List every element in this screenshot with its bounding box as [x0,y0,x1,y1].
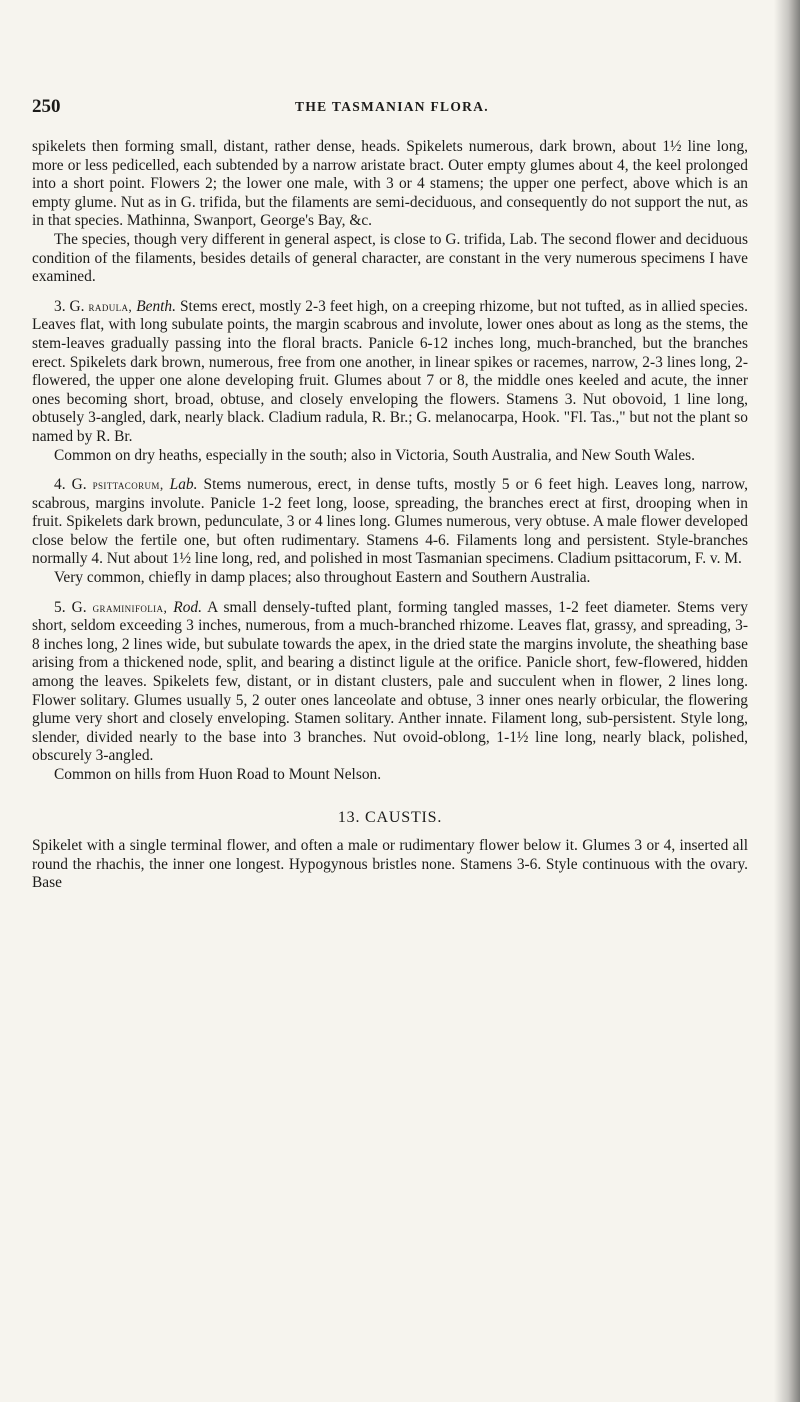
species-name: graminifolia, [92,599,168,615]
species-description: Stems erect, mostly 2-3 feet high, on a creeping rhizome, but not tufted, as in allied species. Leaves flat, with long subulate points, the margin scabrous and involute, lower ones about as long as the stems, the stem-leaves gradually passing into the floral bracts. Panicle 6-12 inches long, much-branched, but the branches erect. Spikelets dark brown, numerous, free from one another, in linear spikes or racemes, narrow, 2-3 lines long, 2-flowered, the upper one alone developing fruit. Glumes about 7 or 8, the middle ones keeled and acute, the inner ones becoming short, broad, obtuse, and closely enveloping the flowers. Stamens 3. Nut obovoid, 1 line long, obtusely 3-angled, dark, nearly black. Cladium radula, R. Br.; G. melanocarpa, Hook. "Fl. Tas.," but not the plant so named by R. Br. [32,297,749,445]
species-number: 5. G. [54,598,93,616]
page-number: 250 [32,96,61,117]
species-description: Stems numerous, erect, in dense tufts, mostly 5 or 6 feet high. Leaves long, narrow, scabrous, margins involute. Panicle 1-2 feet long, loose, spreading, the branches erect at first, drooping when in fruit. Spikelets dark brown, pedunculate, 3 or 4 lines long. Glumes numerous, very obtuse. A male flower developed close below the fertile one, but often rudimentary. Stamens 4-6. Filaments long and persistent. Style-branches normally 4. Nut about 1½ line long, red, and polished in most Tasmanian specimens. Cladium psittacorum, F. v. M. [32,476,749,568]
species-authority: Benth. [132,297,176,315]
paragraph-continuation: spikelets then forming small, distant, rather dense, heads. Spikelets numerous, dark brown, about 1½ line long, more or less pedicelled, each subtended by a narrow aristate bract. Outer empty glumes about 4, the keel prolonged into a short point. Flowers 2; the lower one male, with 3 or 4 stamens; the upper one perfect, above which is an empty glume. Nut as in G. trifida, but the filaments are semi-deciduous, and consequently do not support the nut, as in that species. Mathinna, Swanport, George's Bay, &c. [32,138,748,230]
page-edge-shadow [774,0,800,1402]
genus-heading: 13. CAUSTIS. [337,808,443,826]
species-authority: Lab. [163,476,198,494]
species-distribution: Very common, chiefly in damp places; also throughout Eastern and Southern Australia. [54,569,591,587]
species-entry-psittacorum [32,476,748,569]
species-name: radula, [88,298,133,314]
species-authority: Rod. [167,598,202,616]
paragraph-note: The species, though very different in general aspect, is close to G. trifida, Lab. The second flower and deciduous condition of the filaments, besides details of general character, are constant in the very numerous specimens I have examined. [32,230,748,286]
page-body [32,138,748,893]
running-head: THE TASMANIAN FLORA. [295,99,489,114]
species-description: A small densely-tufted plant, forming tangled masses, 1-2 feet diameter. Stems very short, seldom exceeding 3 inches, numerous, from a much-branched rhizome. Leaves flat, grassy, and spreading, 3-8 inches long, 2 lines wide, but subulate towards the apex, in the dried state the margins involute, the sheathing base arising from a thickened node, split, and bearing a distinct ligule at the orifice. Panicle short, few-flowered, hidden among the leaves. Spikelets few, distant, or in distant clusters, pale and succulent when in flower, 2 lines long. Flower solitary. Glumes usually 5, 2 outer ones lanceolate and obtuse, 3 inner ones nearly orbicular, the flowering glume very short and closely enveloping. Stamen solitary. Anther innate. Filament long, sub-persistent. Style long, slender, divided nearly to the base into 3 branches. Nut ovoid-oblong, 1-1½ line long, nearly black, polished, obscurely 3-angled. [32,598,748,765]
page-header [32,96,752,122]
species-distribution: Common on hills from Huon Road to Mount Nelson. [54,766,382,783]
species-entry-graminifolia [32,599,748,766]
species-number: 3. G. [54,297,89,315]
species-distribution: Common on dry heaths, especially in the south; also in Victoria, South Australia, and New South Wales. [54,446,696,464]
species-number: 4. G. [54,476,93,494]
species-name: psittacorum, [92,477,164,493]
genus-description: Spikelet with a single terminal flower, and often a male or rudimentary flower below it. Glumes 3 or 4, inserted all round the rhachis, the inner one longest. Hypogynous bristles none. Stamens 3-6. Style continuous with the ovary. Base [32,837,748,892]
species-entry-radula [32,298,748,447]
